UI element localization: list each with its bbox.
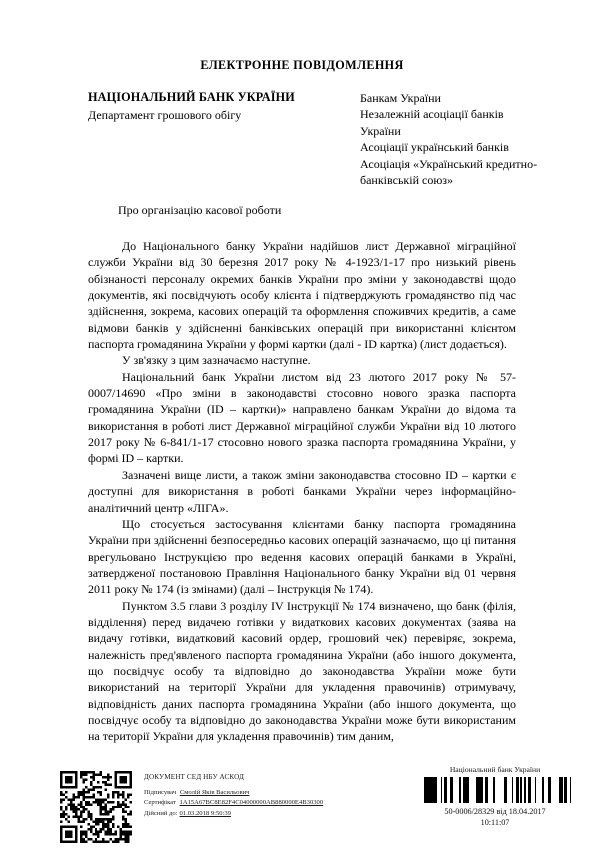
body-paragraph: Національний банк України листом від 23 лютого 2017 року № 57-0007/14690 «Про зміни в законодавстві стосовно нового зразка паспорта громадянина України (ID – картки)» направлено банкам України до відома та використання в роботі лист Державної міграційної служби України від 10 лютого 2017 року № 6-841/1-17 стосовно нового зразка паспорта громадянина України, у формі ID – картки. xyxy=(88,369,516,466)
addressee-line: банківській союз» xyxy=(360,173,454,188)
qr-code-icon xyxy=(60,771,132,843)
valid-until-label: Дійсний до: xyxy=(144,809,178,817)
certificate-row xyxy=(144,798,323,809)
certificate-value: 1A15A67BC8E82F4C04000000AB880000E4B30300 xyxy=(179,799,324,806)
addressee-block xyxy=(360,90,562,188)
valid-until-value: 01.03.2018 9:50:39 xyxy=(179,809,231,817)
body-paragraph: Пунктом 3.5 глави 3 розділу IV Інструкції № 174 визначено, що банк (філія, відділення) перед видачею готівки у видаткових касових документах (заява на видачу готівки, видатковий касовий ордер, грошовий чек) перевіряє, зокрема, належність пред'явленого паспорта громадянина України (або іншого документа, що посвідчує особу та відповідно до законодавства України може бути використаний на території України для укладення правочинів) отримувачу, відповідність даних паспорта громадянина України (або іншого документа, що посвідчує особу та відповідно до законодавства України може бути використаним на території України для укладення правочинів) тим даним, xyxy=(88,598,516,744)
page-title: ЕЛЕКТРОННЕ ПОВІДОМЛЕННЯ xyxy=(200,58,404,72)
signer-label: Підписувач xyxy=(144,788,177,796)
signer-value: Смолій Яків Васильович xyxy=(179,788,250,796)
valid-until-row xyxy=(144,809,323,820)
addressee-line: України xyxy=(360,123,401,138)
organization-name: НАЦІОНАЛЬНИЙ БАНК УКРАЇНИ xyxy=(88,90,295,104)
registration-number: 50-0006/28329 від 18.04.2017 xyxy=(444,807,546,816)
signature-details xyxy=(144,771,323,819)
signature-title: ДОКУМЕНТ СЕД НБУ АСКОД xyxy=(144,773,245,781)
department-name: Департамент грошового обігу xyxy=(88,108,242,122)
body-paragraph: Зазначені вище листи, а також зміни законодавства стосовно ID – картки є доступні для використання в роботі банками України через інформаційно-аналітичний центр «ЛІГА». xyxy=(88,467,516,515)
body-paragraph: У зв'язку з цим зазначаємо наступне. xyxy=(122,353,311,368)
registration-stamp xyxy=(402,765,588,828)
barcode-caption: Національний банк України xyxy=(449,765,541,774)
certificate-label: Сертифікат xyxy=(144,799,176,806)
letterhead xyxy=(88,90,562,188)
body-paragraph: Що стосується застосування клієнтами банку паспорта громадянина України при здійсненні безпосередньо касових операцій зазначаємо, що ці питання врегульовано Інструкцією про ведення касових операцій банками в Україні, затвердженої постановою Правління Національного банку України від 01 червня 2011 року № 174 (із змінами) (далі – Інструкція № 174). xyxy=(88,516,516,597)
signer-row xyxy=(144,788,323,799)
registration-time: 10:11:07 xyxy=(480,818,510,827)
body-paragraph: До Національного банку України надійшов лист Державної міграційної служби України від 30 березня 2017 року № 4-1923/1-17 про низький рівень обізнаності персоналу окремих банків України про зміни у законодавстві щодо документів, які посвідчують особу клієнта і підтверджують громадянство під час здійснення, зокрема, касових операцій та оформлення споживчих кредитів, а саме відмови банків у здійсненні банківських операцій при використанні клієнтом паспорта громадянина України у формі картки (далі - ID картка) (лист додається). xyxy=(88,239,516,352)
addressee-line: Асоціація «Український кредитно- xyxy=(360,156,538,171)
document-body xyxy=(88,238,516,745)
addressee-line: Асоціації український банків xyxy=(360,140,509,155)
addressee-line: Незалежній асоціації банків xyxy=(360,107,504,122)
addressee-line: Банкам України xyxy=(360,91,441,105)
subject-line: Про організацію касової роботи xyxy=(118,203,282,217)
electronic-signature-stamp xyxy=(60,771,323,843)
letterhead-sender xyxy=(88,90,360,123)
barcode-icon xyxy=(419,777,571,803)
